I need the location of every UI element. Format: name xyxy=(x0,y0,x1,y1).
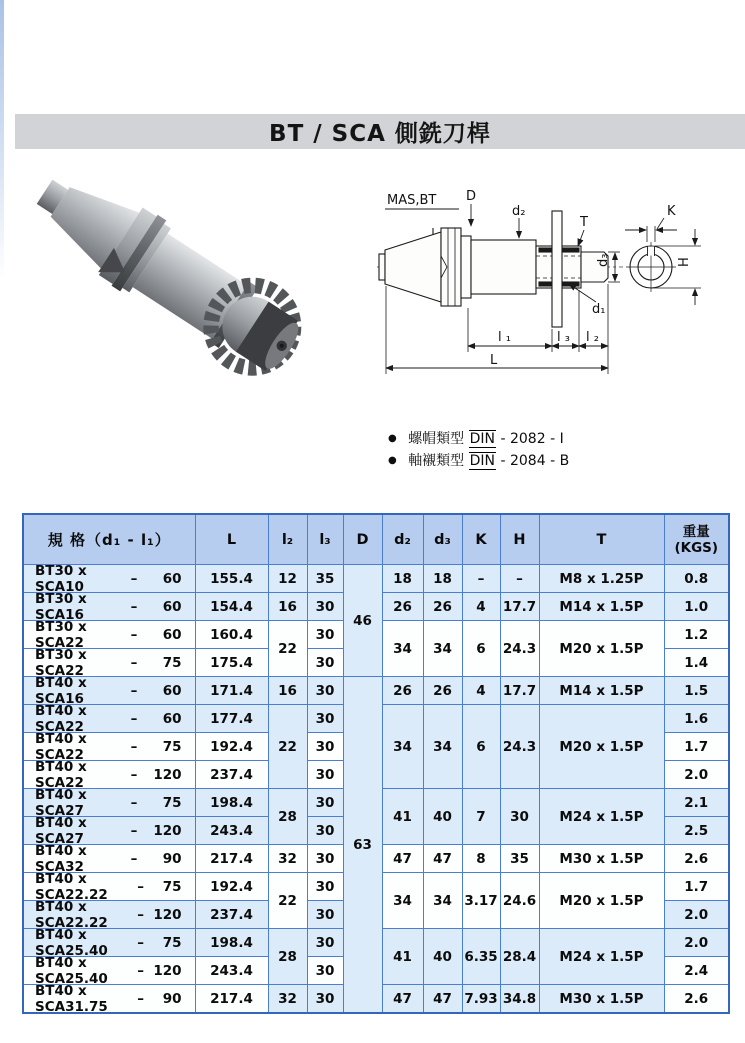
cell-L: 217.4 xyxy=(195,985,268,1014)
din-notes xyxy=(388,428,569,472)
header-l3: l₃ xyxy=(307,514,343,565)
cell-T: M24 x 1.5P xyxy=(539,929,664,985)
cell-weight: 0.8 xyxy=(664,565,729,593)
cell-T: M20 x 1.5P xyxy=(539,705,664,789)
cell-H: 24.3 xyxy=(500,705,539,789)
cell-weight: 2.6 xyxy=(664,985,729,1014)
cell-spec: BT40 x SCA27 – 75 xyxy=(23,789,195,817)
diagram-label-K: K xyxy=(667,204,676,219)
cell-weight: 1.7 xyxy=(664,873,729,901)
diagram-label-mas-bt: MAS,BT xyxy=(387,193,437,208)
page-edge-scan-artifact xyxy=(0,0,4,280)
cell-spec: BT30 x SCA22 – 75 xyxy=(23,649,195,677)
cell-T: M24 x 1.5P xyxy=(539,789,664,845)
table-row xyxy=(23,677,729,705)
cell-d2: 34 xyxy=(382,621,423,677)
cell-weight: 1.0 xyxy=(664,593,729,621)
header-d3: d₃ xyxy=(423,514,462,565)
cell-l3: 30 xyxy=(307,621,343,649)
cell-spec: BT30 x SCA10 – 60 xyxy=(23,565,195,593)
cell-l3: 30 xyxy=(307,761,343,789)
cell-L: 243.4 xyxy=(195,957,268,985)
tool-holder-illustration xyxy=(24,162,313,386)
cell-l2: 22 xyxy=(268,621,307,677)
cell-l3: 30 xyxy=(307,817,343,845)
cell-weight: 2.0 xyxy=(664,761,729,789)
cell-spec: BT40 x SCA31.75 – 90 xyxy=(23,985,195,1014)
cell-spec: BT40 x SCA22.22 – 120 xyxy=(23,901,195,929)
cell-spec: BT40 x SCA22 – 120 xyxy=(23,761,195,789)
header-weight-line2: (KGS) xyxy=(674,539,719,556)
header-spec: 規 格（d₁ - l₁） xyxy=(23,514,195,565)
cell-weight: 2.6 xyxy=(664,845,729,873)
cell-l2: 28 xyxy=(268,929,307,985)
product-photo xyxy=(24,162,334,420)
cell-d2: 47 xyxy=(382,845,423,873)
cell-H: 24.6 xyxy=(500,873,539,929)
diagram-label-d3: d₃ xyxy=(596,253,611,267)
note-prefix: 螺帽類型 xyxy=(408,431,465,447)
cell-K: – xyxy=(462,565,500,593)
cell-L: 237.4 xyxy=(195,901,268,929)
cell-K: 8 xyxy=(462,845,500,873)
cell-l3: 35 xyxy=(307,565,343,593)
table-header-row xyxy=(23,514,729,565)
cell-D: 46 xyxy=(343,565,382,677)
cell-spec: BT40 x SCA25.40 – 75 xyxy=(23,929,195,957)
header-l2: l₂ xyxy=(268,514,307,565)
cell-L: 198.4 xyxy=(195,789,268,817)
cell-l3: 30 xyxy=(307,649,343,677)
cell-L: 243.4 xyxy=(195,817,268,845)
cell-d3: 34 xyxy=(423,621,462,677)
cell-l2: 32 xyxy=(268,845,307,873)
cell-T: M20 x 1.5P xyxy=(539,621,664,677)
cell-l3: 30 xyxy=(307,929,343,957)
table-row xyxy=(23,565,729,593)
cell-weight: 1.6 xyxy=(664,705,729,733)
cell-d2: 34 xyxy=(382,705,423,789)
spec-table xyxy=(22,513,730,1014)
cell-d2: 47 xyxy=(382,985,423,1014)
header-K: K xyxy=(462,514,500,565)
cell-l2: 32 xyxy=(268,985,307,1014)
cell-d3: 40 xyxy=(423,789,462,845)
header-weight-line1: 重量 xyxy=(682,523,710,540)
cell-spec: BT40 x SCA27 – 120 xyxy=(23,817,195,845)
cell-d2: 41 xyxy=(382,789,423,845)
cell-L: 171.4 xyxy=(195,677,268,705)
cell-d2: 18 xyxy=(382,565,423,593)
diagram-label-L: L xyxy=(490,353,498,368)
cell-d3: 26 xyxy=(423,677,462,705)
cell-K: 4 xyxy=(462,593,500,621)
cell-l3: 30 xyxy=(307,873,343,901)
diagram-label-l3: l ₃ xyxy=(557,330,570,345)
cell-weight: 1.2 xyxy=(664,621,729,649)
diagram-label-H: H xyxy=(677,257,692,267)
cell-l2: 22 xyxy=(268,873,307,929)
cell-L: 155.4 xyxy=(195,565,268,593)
cell-l3: 30 xyxy=(307,733,343,761)
cell-T: M8 x 1.25P xyxy=(539,565,664,593)
cell-L: 154.4 xyxy=(195,593,268,621)
din-code: DIN xyxy=(469,453,496,469)
header-L: L xyxy=(195,514,268,565)
diagram-label-d1: d₁ xyxy=(592,302,606,317)
cell-L: 192.4 xyxy=(195,873,268,901)
cell-d3: 40 xyxy=(423,929,462,985)
cell-weight: 1.5 xyxy=(664,677,729,705)
cell-d3: 47 xyxy=(423,985,462,1014)
cell-H: 17.7 xyxy=(500,677,539,705)
cell-K: 7.93 xyxy=(462,985,500,1014)
cell-L: 192.4 xyxy=(195,733,268,761)
cell-T: M30 x 1.5P xyxy=(539,985,664,1014)
cell-weight: 1.7 xyxy=(664,733,729,761)
cell-H: 24.3 xyxy=(500,621,539,677)
cell-d3: 18 xyxy=(423,565,462,593)
header-d2: d₂ xyxy=(382,514,423,565)
cell-H: 30 xyxy=(500,789,539,845)
bullet-icon: ● xyxy=(388,455,397,466)
cell-l3: 30 xyxy=(307,593,343,621)
cell-d2: 26 xyxy=(382,593,423,621)
cell-L: 237.4 xyxy=(195,761,268,789)
cell-d3: 34 xyxy=(423,705,462,789)
cell-spec: BT40 x SCA22 – 75 xyxy=(23,733,195,761)
technical-diagram xyxy=(371,183,743,397)
cell-spec: BT40 x SCA22 – 60 xyxy=(23,705,195,733)
cell-d2: 34 xyxy=(382,873,423,929)
cell-D: 63 xyxy=(343,677,382,1014)
cell-H: 17.7 xyxy=(500,593,539,621)
cell-K: 3.17 xyxy=(462,873,500,929)
cell-spec: BT40 x SCA32 – 90 xyxy=(23,845,195,873)
diagram-label-l1: l ₁ xyxy=(498,330,511,345)
cell-l3: 30 xyxy=(307,677,343,705)
cell-K: 6 xyxy=(462,705,500,789)
cell-spec: BT30 x SCA22 – 60 xyxy=(23,621,195,649)
cell-l3: 30 xyxy=(307,789,343,817)
cell-l2: 12 xyxy=(268,565,307,593)
cell-weight: 2.0 xyxy=(664,929,729,957)
header-T: T xyxy=(539,514,664,565)
cell-weight: 2.5 xyxy=(664,817,729,845)
diagram-label-d2: d₂ xyxy=(512,204,526,219)
cell-weight: 2.1 xyxy=(664,789,729,817)
cell-H: 34.8 xyxy=(500,985,539,1014)
diagram-label-T: T xyxy=(580,215,588,230)
cell-H: 28.4 xyxy=(500,929,539,985)
cell-d3: 26 xyxy=(423,593,462,621)
cell-weight: 2.4 xyxy=(664,957,729,985)
cell-T: M20 x 1.5P xyxy=(539,873,664,929)
diagram-label-D: D xyxy=(466,189,477,204)
cell-T: M30 x 1.5P xyxy=(539,845,664,873)
page-title: BT / SCA 側銑刀桿 xyxy=(269,121,491,147)
note-rest: - 2082 - I xyxy=(500,431,564,447)
page-title-bar xyxy=(15,114,745,149)
cell-l2: 16 xyxy=(268,677,307,705)
note-prefix: 軸襯類型 xyxy=(408,453,465,469)
cell-K: 6.35 xyxy=(462,929,500,985)
cell-spec: BT40 x SCA22.22 – 75 xyxy=(23,873,195,901)
bullet-icon: ● xyxy=(388,433,397,444)
cell-K: 4 xyxy=(462,677,500,705)
cell-d3: 34 xyxy=(423,873,462,929)
note-bushing-type xyxy=(388,450,569,472)
header-weight xyxy=(664,514,729,565)
cell-weight: 2.0 xyxy=(664,901,729,929)
cell-l2: 28 xyxy=(268,789,307,845)
cell-L: 217.4 xyxy=(195,845,268,873)
cell-T: M14 x 1.5P xyxy=(539,677,664,705)
cell-l2: 16 xyxy=(268,593,307,621)
cell-K: 6 xyxy=(462,621,500,677)
cell-L: 160.4 xyxy=(195,621,268,649)
cell-L: 198.4 xyxy=(195,929,268,957)
cell-spec: BT40 x SCA25.40 – 120 xyxy=(23,957,195,985)
cell-l3: 30 xyxy=(307,705,343,733)
cell-d2: 26 xyxy=(382,677,423,705)
cell-l3: 30 xyxy=(307,845,343,873)
cell-d3: 47 xyxy=(423,845,462,873)
din-code: DIN xyxy=(469,431,496,447)
cell-T: M14 x 1.5P xyxy=(539,593,664,621)
cell-L: 177.4 xyxy=(195,705,268,733)
cell-L: 175.4 xyxy=(195,649,268,677)
cell-l3: 30 xyxy=(307,957,343,985)
cell-spec: BT30 x SCA16 – 60 xyxy=(23,593,195,621)
cell-spec: BT40 x SCA16 – 60 xyxy=(23,677,195,705)
header-D: D xyxy=(343,514,382,565)
header-H: H xyxy=(500,514,539,565)
diagram-label-l2: l ₂ xyxy=(586,330,599,345)
cell-weight: 1.4 xyxy=(664,649,729,677)
cell-d2: 41 xyxy=(382,929,423,985)
cell-l3: 30 xyxy=(307,901,343,929)
cell-H: 35 xyxy=(500,845,539,873)
cell-K: 7 xyxy=(462,789,500,845)
note-nut-type xyxy=(388,428,569,450)
cell-l3: 30 xyxy=(307,985,343,1014)
cell-l2: 22 xyxy=(268,705,307,789)
note-rest: - 2084 - B xyxy=(500,453,570,469)
cell-H: – xyxy=(500,565,539,593)
